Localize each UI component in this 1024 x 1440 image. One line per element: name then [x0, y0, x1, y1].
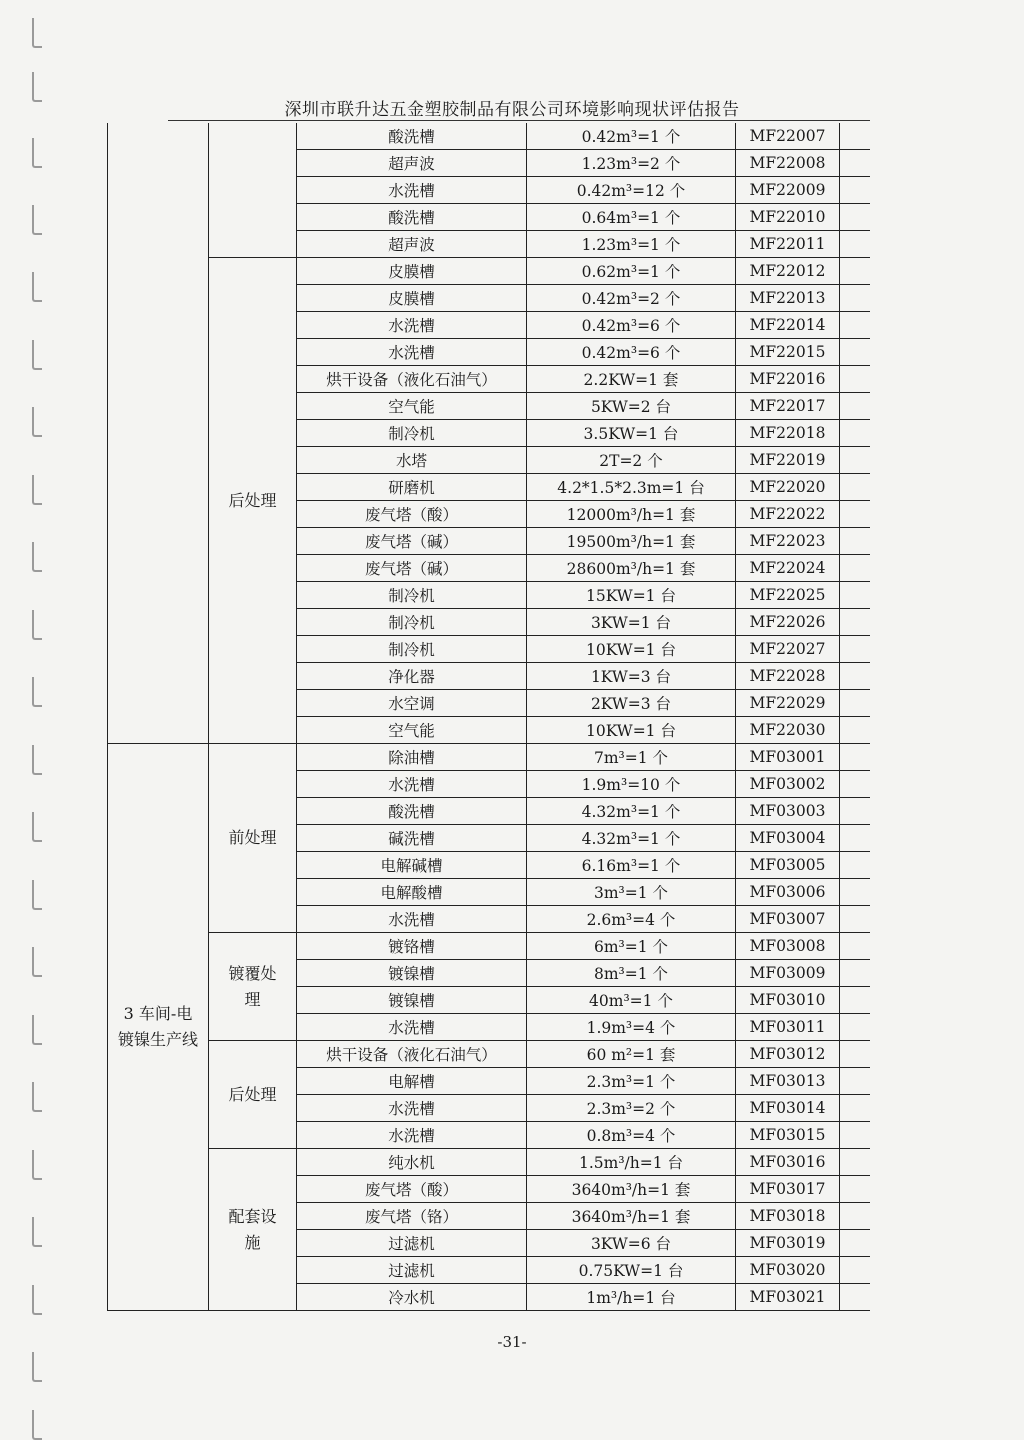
equipment-spec-cell: 12000m³/h=1 套 [527, 501, 736, 528]
equipment-spec-cell: 2.3m³=1 个 [527, 1068, 736, 1095]
equipment-spec-cell: 3.5KW=1 台 [527, 420, 736, 447]
remarks-cell [840, 1257, 870, 1284]
equipment-name-cell: 电解槽 [297, 1068, 527, 1095]
equipment-spec-cell: 3640m³/h=1 套 [527, 1203, 736, 1230]
equipment-name-cell: 冷水机 [297, 1284, 527, 1311]
process-group-cell [209, 933, 297, 1041]
remarks-cell [840, 1203, 870, 1230]
equipment-code-cell: MF03001 [736, 744, 840, 771]
equipment-name-cell: 水洗槽 [297, 1122, 527, 1149]
equipment-name-cell: 水洗槽 [297, 339, 527, 366]
remarks-cell [840, 609, 870, 636]
binding-hole-mark [32, 880, 42, 910]
equipment-name-cell: 烘干设备（液化石油气） [297, 366, 527, 393]
equipment-spec-cell: 19500m³/h=1 套 [527, 528, 736, 555]
remarks-cell [840, 1230, 870, 1257]
equipment-name-cell: 研磨机 [297, 474, 527, 501]
process-group-label: 后处理 [228, 490, 277, 510]
equipment-code-cell: MF03014 [736, 1095, 840, 1122]
remarks-cell [840, 231, 870, 258]
equipment-spec-cell: 2.6m³=4 个 [527, 906, 736, 933]
binding-hole-mark [32, 1082, 42, 1112]
binding-hole-mark [32, 1285, 42, 1315]
equipment-spec-cell: 2.2KW=1 套 [527, 366, 736, 393]
equipment-code-cell: MF22018 [736, 420, 840, 447]
remarks-cell [840, 339, 870, 366]
remarks-cell [840, 879, 870, 906]
department-cell [108, 744, 209, 1311]
remarks-cell [840, 771, 870, 798]
binding-hole-mark [32, 1015, 42, 1045]
equipment-spec-cell: 0.8m³=4 个 [527, 1122, 736, 1149]
equipment-name-cell: 除油槽 [297, 744, 527, 771]
equipment-name-cell: 电解酸槽 [297, 879, 527, 906]
equipment-code-cell: MF22016 [736, 366, 840, 393]
equipment-name-cell: 水洗槽 [297, 771, 527, 798]
equipment-code-cell: MF03020 [736, 1257, 840, 1284]
equipment-code-cell: MF22022 [736, 501, 840, 528]
remarks-cell [840, 987, 870, 1014]
binding-hole-mark [32, 18, 42, 48]
equipment-name-cell: 空气能 [297, 717, 527, 744]
remarks-cell [840, 960, 870, 987]
equipment-name-cell: 碱洗槽 [297, 825, 527, 852]
equipment-code-cell: MF22017 [736, 393, 840, 420]
equipment-spec-cell: 0.42m³=6 个 [527, 339, 736, 366]
remarks-cell [840, 420, 870, 447]
equipment-name-cell: 废气塔（铬） [297, 1203, 527, 1230]
equipment-code-cell: MF22010 [736, 204, 840, 231]
equipment-code-cell: MF22019 [736, 447, 840, 474]
equipment-spec-cell: 1.9m³=4 个 [527, 1014, 736, 1041]
equipment-code-cell: MF22014 [736, 312, 840, 339]
equipment-name-cell: 制冷机 [297, 636, 527, 663]
remarks-cell [840, 1176, 870, 1203]
binding-hole-mark [32, 542, 42, 572]
equipment-spec-cell: 0.64m³=1 个 [527, 204, 736, 231]
equipment-code-cell: MF22015 [736, 339, 840, 366]
equipment-code-cell: MF03015 [736, 1122, 840, 1149]
equipment-name-cell: 水洗槽 [297, 312, 527, 339]
process-group-cell [209, 123, 297, 258]
equipment-spec-cell: 6.16m³=1 个 [527, 852, 736, 879]
remarks-cell [840, 204, 870, 231]
remarks-cell [840, 582, 870, 609]
equipment-spec-cell: 2.3m³=2 个 [527, 1095, 736, 1122]
equipment-name-cell: 水洗槽 [297, 906, 527, 933]
equipment-code-cell: MF22027 [736, 636, 840, 663]
equipment-name-cell: 烘干设备（液化石油气） [297, 1041, 527, 1068]
remarks-cell [840, 123, 870, 150]
binding-hole-mark [32, 1217, 42, 1247]
equipment-name-cell: 镀铬槽 [297, 933, 527, 960]
equipment-code-cell: MF22026 [736, 609, 840, 636]
remarks-cell [840, 798, 870, 825]
equipment-spec-cell: 8m³=1 个 [527, 960, 736, 987]
equipment-name-cell: 废气塔（碱） [297, 528, 527, 555]
process-group-cell [209, 1041, 297, 1149]
equipment-spec-cell: 0.62m³=1 个 [527, 258, 736, 285]
equipment-code-cell: MF03009 [736, 960, 840, 987]
equipment-code-cell: MF22024 [736, 555, 840, 582]
equipment-name-cell: 皮膜槽 [297, 258, 527, 285]
equipment-name-cell: 水洗槽 [297, 177, 527, 204]
remarks-cell [840, 177, 870, 204]
equipment-spec-cell: 1KW=3 台 [527, 663, 736, 690]
equipment-name-cell: 镀镍槽 [297, 960, 527, 987]
equipment-code-cell: MF03002 [736, 771, 840, 798]
equipment-spec-cell: 1.23m³=1 个 [527, 231, 736, 258]
binding-hole-mark [32, 138, 42, 168]
equipment-code-cell: MF03013 [736, 1068, 840, 1095]
remarks-cell [840, 366, 870, 393]
equipment-name-cell: 水洗槽 [297, 1014, 527, 1041]
remarks-cell [840, 150, 870, 177]
equipment-spec-cell: 0.42m³=1 个 [527, 123, 736, 150]
equipment-code-cell: MF03007 [736, 906, 840, 933]
equipment-code-cell: MF22012 [736, 258, 840, 285]
equipment-spec-cell: 1m³/h=1 台 [527, 1284, 736, 1311]
remarks-cell [840, 1095, 870, 1122]
remarks-cell [840, 717, 870, 744]
binding-hole-mark [32, 812, 42, 842]
remarks-cell [840, 501, 870, 528]
equipment-code-cell: MF03004 [736, 825, 840, 852]
equipment-name-cell: 超声波 [297, 150, 527, 177]
equipment-spec-cell: 1.9m³=10 个 [527, 771, 736, 798]
equipment-spec-cell: 60 m²=1 套 [527, 1041, 736, 1068]
remarks-cell [840, 528, 870, 555]
equipment-code-cell: MF22029 [736, 690, 840, 717]
equipment-spec-cell: 0.42m³=2 个 [527, 285, 736, 312]
department-label: 3 车间-电镀镍生产线 [117, 1004, 198, 1049]
remarks-cell [840, 852, 870, 879]
equipment-name-cell: 水塔 [297, 447, 527, 474]
binding-hole-mark [32, 340, 42, 370]
remarks-cell [840, 312, 870, 339]
page-number: -31- [497, 1333, 527, 1351]
table-row [108, 933, 870, 960]
binding-hole-mark [32, 1410, 42, 1440]
equipment-spec-cell: 2KW=3 台 [527, 690, 736, 717]
equipment-spec-cell: 40m³=1 个 [527, 987, 736, 1014]
equipment-spec-cell: 4.32m³=1 个 [527, 798, 736, 825]
remarks-cell [840, 1284, 870, 1311]
remarks-cell [840, 258, 870, 285]
remarks-cell [840, 393, 870, 420]
equipment-name-cell: 空气能 [297, 393, 527, 420]
equipment-name-cell: 废气塔（碱） [297, 555, 527, 582]
binding-hole-mark [32, 1150, 42, 1180]
equipment-spec-cell: 15KW=1 台 [527, 582, 736, 609]
binding-margin [28, 0, 48, 1433]
equipment-spec-cell: 0.42m³=6 个 [527, 312, 736, 339]
equipment-code-cell: MF03005 [736, 852, 840, 879]
equipment-name-cell: 净化器 [297, 663, 527, 690]
equipment-spec-cell: 4.32m³=1 个 [527, 825, 736, 852]
header-rule [168, 120, 870, 121]
binding-hole-mark [32, 205, 42, 235]
equipment-name-cell: 纯水机 [297, 1149, 527, 1176]
equipment-name-cell: 水空调 [297, 690, 527, 717]
equipment-spec-cell: 1.23m³=2 个 [527, 150, 736, 177]
process-group-cell [209, 258, 297, 744]
equipment-name-cell: 皮膜槽 [297, 285, 527, 312]
equipment-code-cell: MF03010 [736, 987, 840, 1014]
equipment-code-cell: MF22013 [736, 285, 840, 312]
equipment-code-cell: MF22011 [736, 231, 840, 258]
table-row [108, 1149, 870, 1176]
binding-hole-mark [32, 947, 42, 977]
remarks-cell [840, 474, 870, 501]
table-row [108, 1041, 870, 1068]
equipment-name-cell: 酸洗槽 [297, 204, 527, 231]
equipment-spec-cell: 28600m³/h=1 套 [527, 555, 736, 582]
equipment-code-cell: MF22023 [736, 528, 840, 555]
remarks-cell [840, 744, 870, 771]
equipment-spec-cell: 3m³=1 个 [527, 879, 736, 906]
process-group-label: 镀覆处理 [228, 963, 277, 1009]
table-row [108, 744, 870, 771]
equipment-name-cell: 制冷机 [297, 582, 527, 609]
equipment-spec-cell: 2T=2 个 [527, 447, 736, 474]
binding-hole-mark [32, 407, 42, 437]
equipment-name-cell: 超声波 [297, 231, 527, 258]
equipment-spec-cell: 1.5m³/h=1 台 [527, 1149, 736, 1176]
remarks-cell [840, 906, 870, 933]
process-group-cell [209, 744, 297, 933]
remarks-cell [840, 1122, 870, 1149]
table-row [108, 123, 870, 150]
equipment-spec-cell: 10KW=1 台 [527, 636, 736, 663]
equipment-code-cell: MF22025 [736, 582, 840, 609]
equipment-code-cell: MF03011 [736, 1014, 840, 1041]
equipment-spec-cell: 4.2*1.5*2.3m=1 台 [527, 474, 736, 501]
equipment-code-cell: MF03016 [736, 1149, 840, 1176]
report-title: 深圳市联升达五金塑胶制品有限公司环境影响现状评估报告 [284, 100, 740, 120]
equipment-name-cell: 酸洗槽 [297, 798, 527, 825]
equipment-code-cell: MF22030 [736, 717, 840, 744]
process-group-label: 配套设施 [228, 1206, 277, 1252]
remarks-cell [840, 285, 870, 312]
equipment-name-cell: 电解碱槽 [297, 852, 527, 879]
remarks-cell [840, 690, 870, 717]
binding-hole-mark [32, 677, 42, 707]
equipment-code-cell: MF03018 [736, 1203, 840, 1230]
equipment-spec-cell: 6m³=1 个 [527, 933, 736, 960]
equipment-name-cell: 酸洗槽 [297, 123, 527, 150]
equipment-spec-cell: 0.75KW=1 台 [527, 1257, 736, 1284]
equipment-code-cell: MF22028 [736, 663, 840, 690]
equipment-code-cell: MF22020 [736, 474, 840, 501]
binding-hole-mark [32, 272, 42, 302]
remarks-cell [840, 1149, 870, 1176]
equipment-name-cell: 废气塔（酸） [297, 501, 527, 528]
equipment-code-cell: MF22007 [736, 123, 840, 150]
equipment-code-cell: MF03019 [736, 1230, 840, 1257]
process-group-label: 前处理 [228, 828, 277, 847]
equipment-spec-cell: 5KW=2 台 [527, 393, 736, 420]
equipment-code-cell: MF03021 [736, 1284, 840, 1311]
equipment-code-cell: MF03012 [736, 1041, 840, 1068]
equipment-name-cell: 制冷机 [297, 420, 527, 447]
remarks-cell [840, 447, 870, 474]
process-group-cell [209, 1149, 297, 1311]
equipment-spec-cell: 3640m³/h=1 套 [527, 1176, 736, 1203]
equipment-spec-cell: 7m³=1 个 [527, 744, 736, 771]
equipment-code-cell: MF03003 [736, 798, 840, 825]
binding-hole-mark [32, 1352, 42, 1382]
binding-hole-mark [32, 610, 42, 640]
equipment-name-cell: 水洗槽 [297, 1095, 527, 1122]
remarks-cell [840, 825, 870, 852]
process-group-label: 后处理 [228, 1084, 277, 1104]
table-row [108, 258, 870, 285]
equipment-code-cell: MF22008 [736, 150, 840, 177]
equipment-name-cell: 镀镍槽 [297, 987, 527, 1014]
remarks-cell [840, 636, 870, 663]
binding-hole-mark [32, 475, 42, 505]
equipment-name-cell: 制冷机 [297, 609, 527, 636]
equipment-spec-cell: 3KW=1 台 [527, 609, 736, 636]
remarks-cell [840, 933, 870, 960]
equipment-spec-cell: 10KW=1 台 [527, 717, 736, 744]
equipment-name-cell: 废气塔（酸） [297, 1176, 527, 1203]
equipment-code-cell: MF22009 [736, 177, 840, 204]
equipment-name-cell: 过滤机 [297, 1257, 527, 1284]
equipment-code-cell: MF03017 [736, 1176, 840, 1203]
equipment-table [107, 123, 870, 1311]
remarks-cell [840, 663, 870, 690]
equipment-code-cell: MF03006 [736, 879, 840, 906]
remarks-cell [840, 1068, 870, 1095]
department-cell [108, 123, 209, 744]
equipment-name-cell: 过滤机 [297, 1230, 527, 1257]
remarks-cell [840, 1041, 870, 1068]
remarks-cell [840, 555, 870, 582]
remarks-cell [840, 1014, 870, 1041]
equipment-spec-cell: 0.42m³=12 个 [527, 177, 736, 204]
equipment-code-cell: MF03008 [736, 933, 840, 960]
equipment-spec-cell: 3KW=6 台 [527, 1230, 736, 1257]
binding-hole-mark [32, 745, 42, 775]
